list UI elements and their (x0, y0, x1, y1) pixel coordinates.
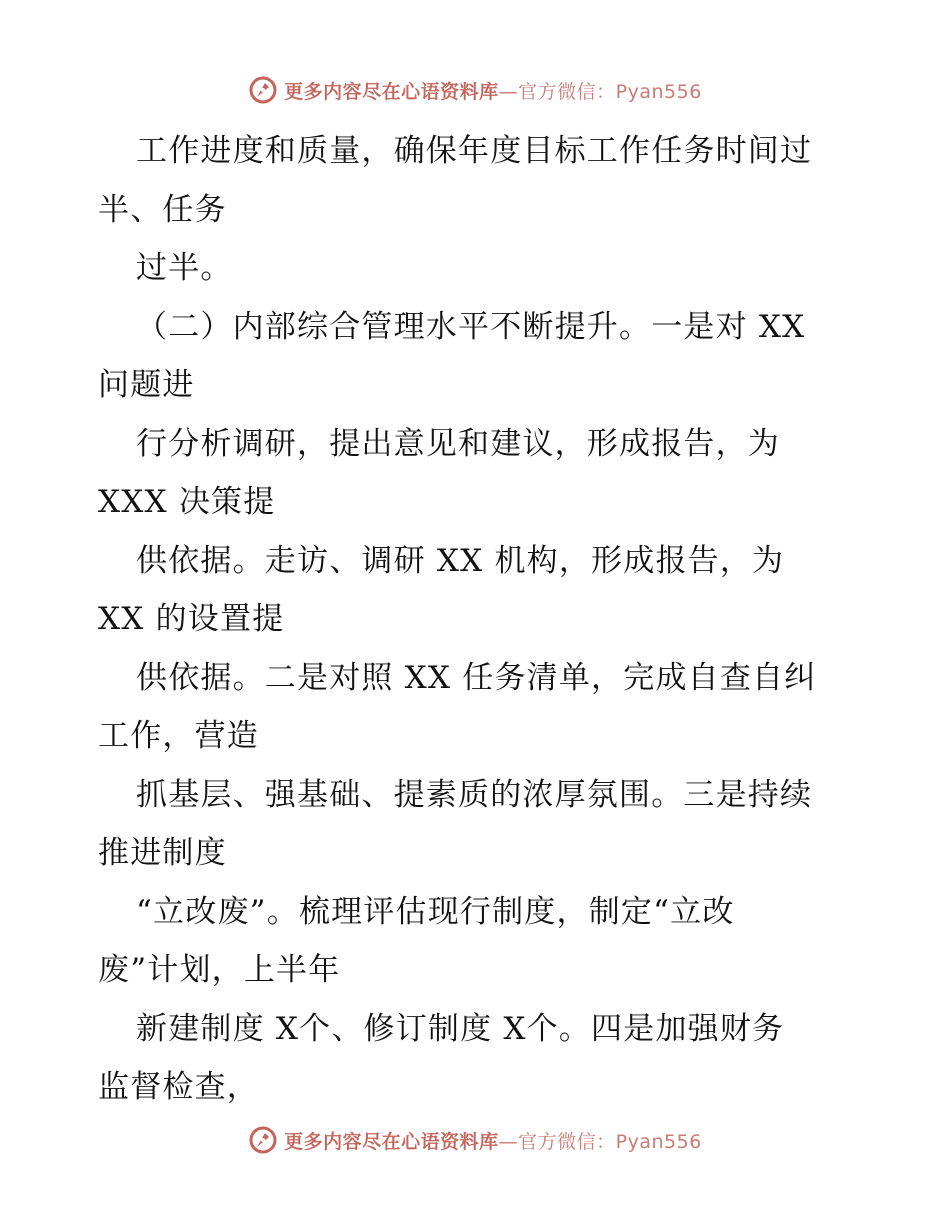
body-line: “立改废”。梳理评估现行制度，制定“立改 (136, 893, 735, 930)
body-line: 工作进度和质量，确保年度目标工作任务时间过 (136, 133, 813, 169)
header-watermark (0, 70, 950, 110)
body-line: 推进制度 (98, 835, 227, 871)
document-body (98, 122, 878, 1117)
pen-nib-logo-icon (248, 1125, 278, 1155)
body-line: 过半。 (136, 250, 233, 286)
body-line: （二）内部综合管理水平不断提升。一是对 XX (136, 308, 806, 345)
body-line: 工作，营造 (98, 718, 259, 754)
footer-watermark-bold: 更多内容尽在心语资料库 (284, 1130, 499, 1153)
pen-nib-logo-icon (248, 75, 278, 105)
body-line: 行分析调研，提出意见和建议，形成报告，为 (136, 425, 780, 462)
header-watermark-bold: 更多内容尽在心语资料库 (284, 80, 499, 103)
footer-watermark-rest: —官方微信：Pyan556 (498, 1130, 702, 1153)
body-line: XX 的设置提 (98, 601, 285, 637)
body-line: 半、任务 (98, 191, 227, 228)
body-line: 废”计划，上半年 (98, 952, 341, 988)
header-watermark-rest: —官方微信：Pyan556 (498, 80, 702, 103)
header-watermark-text (284, 77, 702, 104)
body-line: XXX 决策提 (98, 484, 276, 520)
body-line: 供依据。二是对照 XX 任务清单，完成自查自纠 (136, 659, 817, 696)
body-line: 监督检查， (98, 1069, 259, 1105)
body-line: 抓基层、强基础、提素质的浓厚氛围。三是持续 (136, 776, 813, 813)
body-line: 供依据。走访、调研 XX 机构，形成报告，为 (136, 542, 785, 579)
footer-watermark (0, 1120, 950, 1160)
footer-watermark-text (284, 1127, 702, 1154)
body-line: 问题进 (98, 367, 195, 403)
body-line: 新建制度 X个、修订制度 X个。四是加强财务 (136, 1010, 785, 1047)
